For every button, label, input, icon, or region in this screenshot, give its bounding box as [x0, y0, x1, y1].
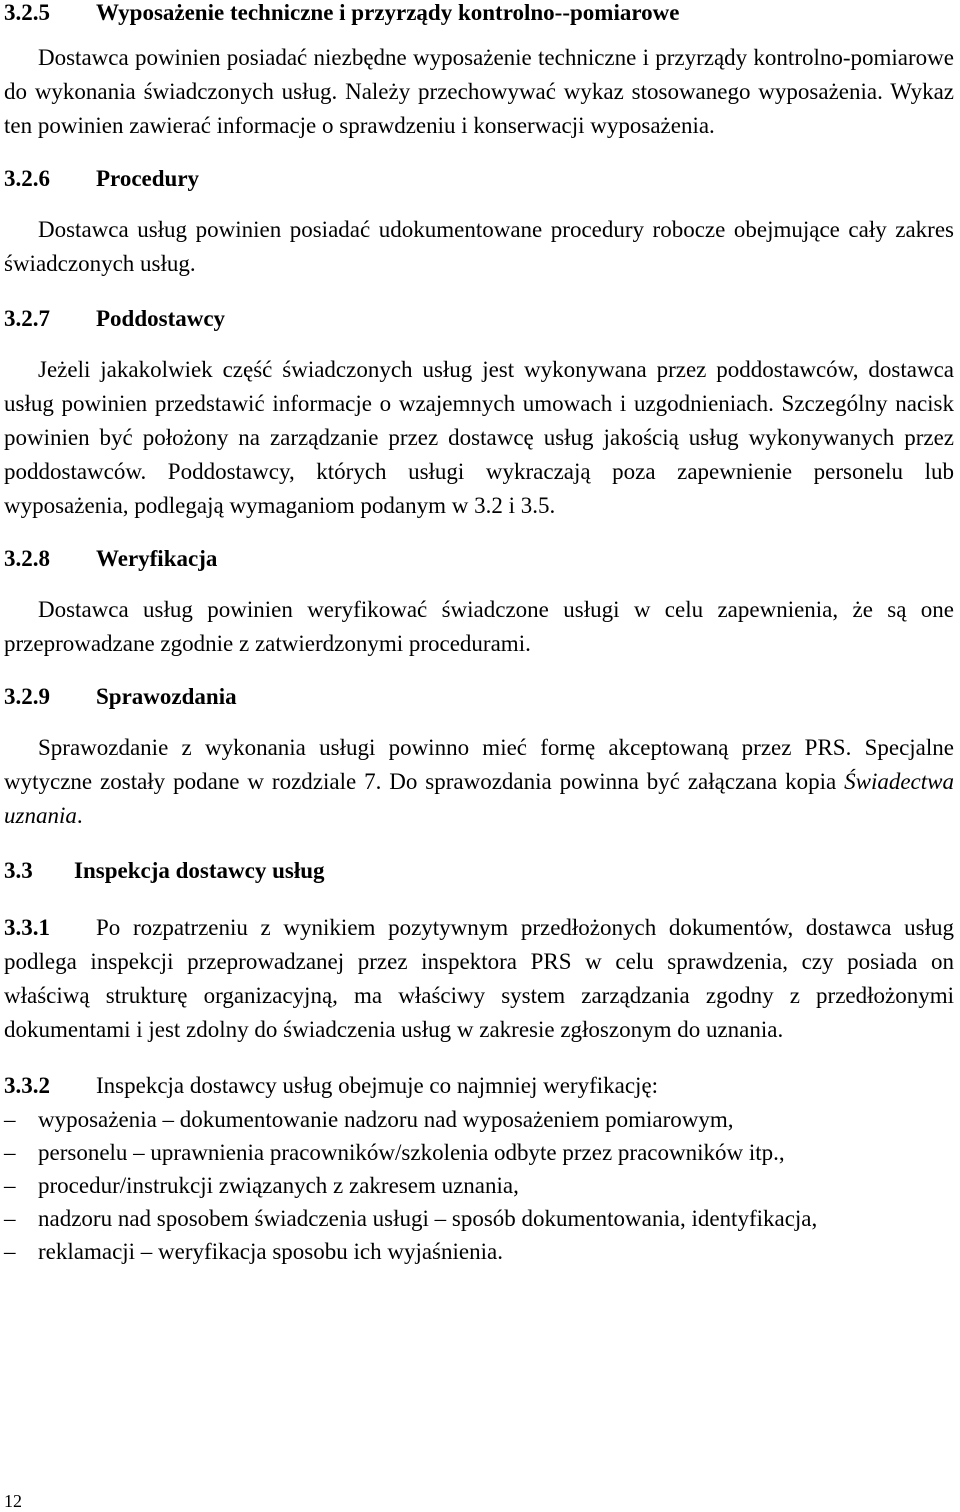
list-item-text: procedur/instrukcji związanych z zakresem uznania, — [38, 1173, 519, 1198]
section-heading-3-2-5 — [4, 0, 954, 29]
section-title: Sprawozdania — [96, 684, 237, 709]
certificate-name: Świadectwa uznania — [4, 769, 954, 828]
section-body-3-3-1 — [4, 911, 954, 1047]
list-item-text: nadzoru nad sposobem świadczenia usługi – sposób dokumentowania, identyfikacja, — [38, 1206, 818, 1231]
list-item — [4, 1202, 954, 1235]
list-item — [4, 1169, 954, 1202]
section-number: 3.3 — [4, 858, 33, 883]
section-body-text: Sprawozdanie z wykonania usługi powinno mieć formę akceptowaną przez PRS. Specjalne wytyczne zostały podane w rozdziale 7. Do sprawozdania powinna być załączana kopia — [4, 735, 954, 794]
section-heading-3-2-7 — [4, 303, 954, 335]
dash-bullet: – — [4, 1239, 16, 1264]
section-body-3-2-6: Dostawca usług powinien posiadać udokumentowane procedury robocze obejmujące cały zakres świadczonych usług. — [4, 217, 954, 276]
section-body-3-2-7: Jeżeli jakakolwiek część świadczonych usług jest wykonywana przez poddostawców, dostawca usług powinien przedstawić informacje o wzajemnych umowach i uzgodnieniach. Szczególny nacisk powinien być położony na zarządzanie przez dostawcę usług jakością usług wykonywanych przez poddostawców. Poddostawcy, których usługi wykraczają poza zapewnienie personelu lub wyposażenia, podlegają wymaganiom podanym w 3.2 i 3.5. — [4, 357, 954, 518]
dash-bullet: – — [4, 1140, 16, 1165]
list-item — [4, 1136, 954, 1169]
section-body-end: . — [76, 803, 83, 828]
section-number: 3.3.2 — [4, 1073, 50, 1098]
section-title: Procedury — [96, 166, 200, 191]
section-body-3-2-9 — [4, 731, 954, 833]
section-number: 3.2.8 — [4, 546, 50, 571]
section-title: Weryfikacja — [96, 546, 218, 571]
section-heading-3-2-6 — [4, 163, 954, 195]
section-body-text: Inspekcja dostawcy usług obejmuje co najmniej weryfikację: — [96, 1073, 659, 1098]
section-body-text: Po rozpatrzeniu z wynikiem pozytywnym przedłożonych dokumentów, dostawca usług podlega inspekcji przeprowadzanej przez inspektora PRS w celu sprawdzenia, czy posiada on właściwą strukturę organizacyjną, ma właściwy system zarządzania zgodny z przedłożonymi dokumentami i jest zdolny do świadczenia usług w zakresie zgłoszonym do uznania. — [4, 915, 954, 1042]
dash-bullet: – — [4, 1107, 16, 1132]
section-number: 3.3.1 — [4, 915, 50, 940]
dash-bullet: – — [4, 1206, 16, 1231]
section-heading-3-2-9 — [4, 681, 954, 713]
section-body-3-2-8: Dostawca usług powinien weryfikować świadczone usługi w celu zapewnienia, że są one przeprowadzane zgodnie z zatwierdzonymi procedurami. — [4, 597, 954, 656]
dash-bullet: – — [4, 1173, 16, 1198]
page-number: 12 — [4, 1491, 22, 1511]
list-item-text: wyposażenia – dokumentowanie nadzoru nad wyposażeniem pomiarowym, — [38, 1107, 734, 1132]
section-number: 3.2.5 — [4, 0, 50, 25]
verification-list — [4, 1103, 954, 1268]
section-title: Inspekcja dostawcy usług — [74, 858, 325, 883]
list-item-text: reklamacji – weryfikacja sposobu ich wyjaśnienia. — [38, 1239, 503, 1264]
section-body-3-2-5: Dostawca powinien posiadać niezbędne wyposażenie techniczne i przyrządy kontrolno-pomiarowe do wykonania świadczonych usług. Należy przechowywać wykaz stosowanego wyposażenia. Wykaz ten powinien zawierać informacje o sprawdzeniu i konserwacji wyposażenia. — [4, 45, 954, 138]
section-number: 3.2.9 — [4, 684, 50, 709]
section-body-3-3-2 — [4, 1069, 954, 1103]
list-item-text: personelu – uprawnienia pracowników/szkolenia odbyte przez pracowników itp., — [38, 1140, 785, 1165]
section-number: 3.2.6 — [4, 166, 50, 191]
section-title: Poddostawcy — [96, 306, 226, 331]
section-number: 3.2.7 — [4, 306, 50, 331]
section-title: Wyposażenie techniczne i przyrządy kontrolno--pomiarowe — [96, 0, 680, 25]
section-heading-3-2-8 — [4, 543, 954, 575]
section-heading-3-3 — [4, 855, 954, 887]
list-item — [4, 1235, 954, 1268]
list-item — [4, 1103, 954, 1136]
